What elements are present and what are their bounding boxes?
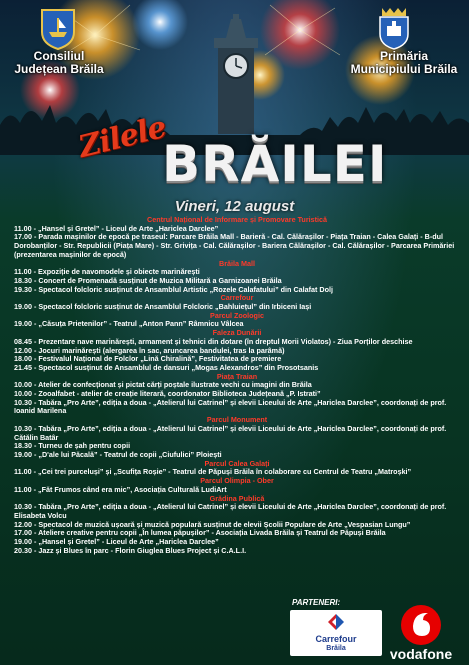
schedule-list [14, 216, 460, 555]
schedule-event: 19.00 - „Căsuța Prietenilor” - Teatrul „Anton Pann” Râmnicu Vâlcea [14, 319, 244, 329]
vodafone-name: vodafone [389, 646, 453, 662]
schedule-event: 10.30 - Tabăra „Pro Arte”, ediția a doua - „Atelierul lui Catrinel” și elevii Liceului de Arte „Hariclea Darclee”, coordonați de prof. Elisabeta Volcu [14, 502, 447, 520]
venue-heading: Grădina Publică [209, 493, 265, 503]
schedule-event: 10.30 - Tabăra „Pro Arte”, ediția a doua - „Atelierul lui Catrinel” și elevii Liceului de Arte „Hariclea Darclee”, coordonați de prof. Ioanid Marilena [14, 397, 447, 416]
county-council-name [14, 50, 104, 76]
schedule-event: 17.00 - Ateliere creative pentru copii „În lumea păpușilor” - Asociația Livada Brăila și Teatrul de Păpuși Brăila [14, 528, 386, 538]
county-council-line1: Consiliul [33, 49, 85, 63]
schedule-event: 10.30 - Tabăra „Pro Arte”, ediția a doua - „Atelierul lui Catrinel” și elevii Liceului de Arte „Hariclea Darclee”, coordonați de prof. Cătălin Batâr [14, 423, 447, 442]
schedule-event: 11.00 - „Cei trei purceluși” și „Scufița Roșie” - Teatrul de Păpuși Brăila în colaborare cu Centrul de Teatru „Matroșki” [14, 467, 412, 477]
schedule-event: 08.45 - Prezentare nave marinărești, armament și tehnici din dotare (în dreptul Morii Violatos) - Ziua Porților deschise [14, 336, 413, 346]
schedule-event: 19.30 - Spectacol folcloric susținut de Ansamblul Artistic „Rozele Calafatului” din Calafat Dolj [14, 284, 333, 294]
schedule-event: 11.00 - „Făt Frumos când era mic”, Asociația Culturală LudiArt [14, 484, 227, 494]
schedule-event: 18.00 - Festivalul Național de Folclor „Lină Chiralină”, Festivitatea de premiere [14, 354, 282, 364]
schedule-event: 19.00 - „Hansel și Gretel” - Liceul de Arte „Hariclea Darclee” [14, 537, 219, 547]
title-large: BRĂILEI [162, 135, 388, 193]
venue-heading: Parcul Calea Galați [204, 458, 270, 468]
venue-heading: Parcul Zoologic [210, 310, 264, 320]
schedule-event: 10.00 - Atelier de confecționat și pictat cărți poștale ilustrate vechi cu imagini din Brăila [14, 380, 312, 390]
schedule-event: 11.00 - Expoziție de navomodele și obiecte marinărești [14, 267, 200, 277]
venue-heading: Brăila Mall [219, 258, 255, 268]
schedule-event: 19.00 - „D'ale lui Păcală” - Teatrul de copii „Ciufulici” Ploiești [14, 449, 222, 459]
county-council-line2: Județean Brăila [14, 62, 104, 76]
carrefour-partner-logo [290, 610, 382, 656]
title-small: Zilele [75, 109, 170, 166]
venue-heading: Centrul Național de Informare și Promovare Turistică [147, 215, 327, 224]
city-hall-line1: Primăria [379, 49, 429, 63]
vodafone-partner-logo [381, 604, 461, 662]
venue-heading: Piața Traian [216, 371, 258, 381]
carrefour-name: Carrefour [315, 634, 357, 644]
schedule-event: 17.00 - Parada mașinilor de epocă pe traseul: Parcare Brăila Mall - Barieră - Cal. Călărașilor - Piața Traian - Calea Galați - B-dul Dorobanților - Str. Republicii (Piața Mare) - Str. Grivița - Cal. Călărașilor - Bariera Călărașilor - Cal. Călărașilor - Parcarea Primăriei (prezentarea mașinilor de epocă) [14, 232, 455, 259]
venue-heading: Faleza Dunării [212, 328, 262, 338]
partners-label: PARTENERI: [292, 598, 341, 607]
schedule-event: 18.30 - Concert de Promenadă susținut de Muzica Militară a Garnizoanei Brăila [14, 275, 282, 285]
schedule-event: 19.00 - Spectacol folcloric susținut de Ansamblul Folcloric „Bahluiețul” din Irbiceni Iași [14, 302, 312, 312]
city-hall-name [345, 50, 463, 76]
poster-header [0, 0, 469, 205]
county-coat-of-arms-icon [40, 8, 76, 50]
schedule-event: 21.45 - Spectacol susținut de Ansamblul de dansuri „Mogas Alexandros” din Prosotsanis [14, 362, 319, 372]
carrefour-logo-icon [327, 613, 345, 631]
schedule-event: 11.00 - „Hansel și Gretel” - Liceul de Arte „Hariclea Darclee” [14, 223, 219, 233]
schedule-event: 20.30 - Jazz și Blues în parc - Florin Giuglea Blues Project și C.A.L.I. [14, 545, 247, 555]
event-date: Vineri, 12 august [174, 198, 295, 215]
carrefour-city: Brăila [326, 645, 346, 652]
city-hall-line2: Municipiului Brăila [350, 62, 458, 76]
venue-heading: Parcul Monument [206, 415, 268, 425]
schedule-event: 12.00 - Spectacol de muzică ușoară și muzică populară susținut de elevii Școlii Populare de Arte „Vespasian Lungu” [14, 519, 411, 529]
schedule-event: 12.00 - Jocuri marinărești (alergarea în sac, aruncarea bandulei, tras la parâmă) [14, 345, 285, 355]
city-coat-of-arms-icon [376, 8, 412, 50]
vodafone-logo-icon [381, 604, 461, 646]
venue-heading: Parcul Olimpia - Ober [200, 476, 274, 486]
venue-heading: Carrefour [220, 293, 254, 303]
schedule-event: 18.30 - Turneu de șah pentru copii [14, 441, 131, 451]
schedule-event: 10.00 - Zooalfabet - atelier de creație literară, coordonator Biblioteca Județeană „P. Istrati” [14, 389, 321, 399]
